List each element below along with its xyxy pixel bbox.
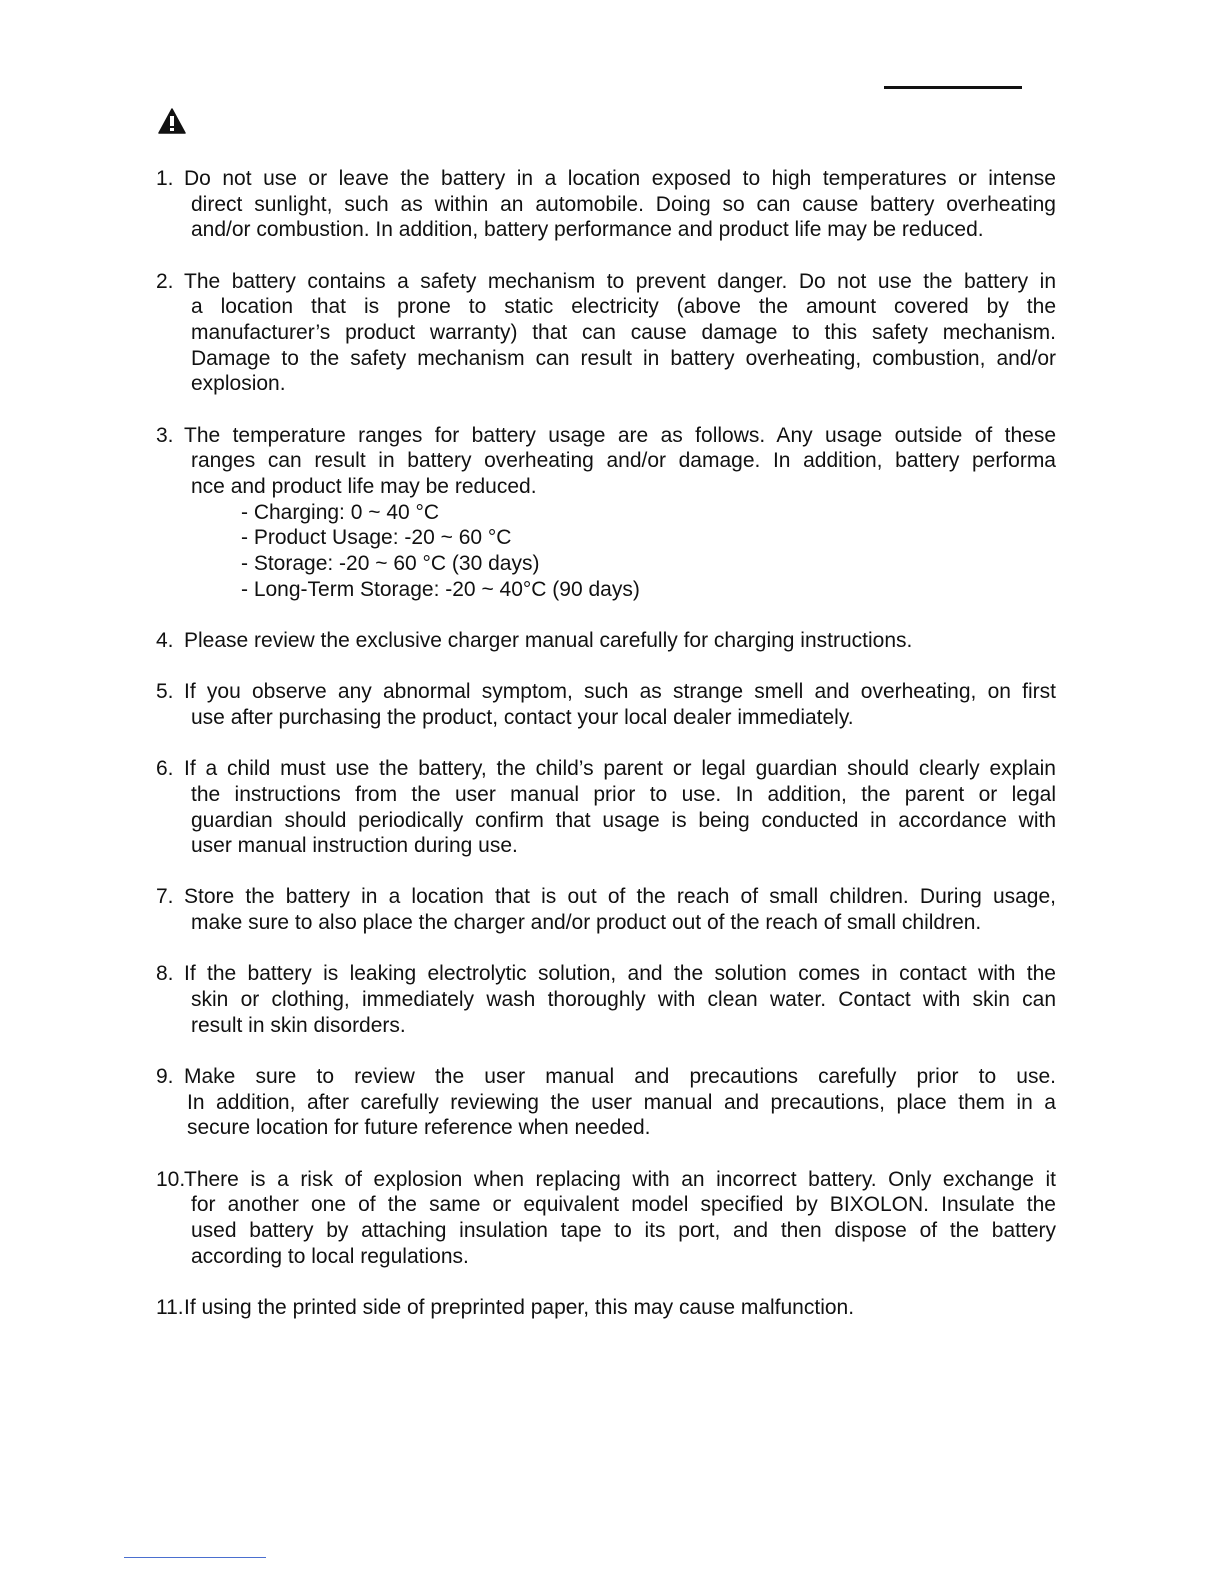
item-number: 10.	[156, 1167, 186, 1191]
item-text-line: Please review the exclusive charger manual carefully for charging instructions.	[184, 629, 913, 653]
list-item	[156, 756, 1056, 859]
list-item	[156, 628, 1056, 654]
item-number: 7.	[156, 885, 174, 909]
item-text-line: guardian should periodically confirm that usage is being conducted in accordance with	[191, 808, 1056, 832]
item-text-line: There is a risk of explosion when replacing with an incorrect battery. Only exchange it	[184, 1167, 1056, 1191]
list-item	[156, 269, 1056, 398]
item-number: 4.	[156, 629, 174, 653]
item-text-line: explosion.	[191, 372, 286, 396]
item-text-line: The battery contains a safety mechanism to prevent danger. Do not use the battery in	[184, 269, 1056, 293]
item-body	[184, 628, 1056, 654]
item-number: 2.	[156, 269, 174, 293]
item-text-line: secure location for future reference when needed.	[187, 1116, 651, 1140]
item-text-line: Do not use or leave the battery in a location exposed to high temperatures or intense	[184, 167, 1056, 190]
item-text-line: In addition, after carefully reviewing the user manual and precautions, place them in a	[187, 1090, 1056, 1114]
temperature-range-line: - Product Usage: -20 ~ 60 °C	[241, 526, 512, 550]
item-text-line: skin or clothing, immediately wash thoroughly with clean water. Contact with skin can	[191, 988, 1056, 1012]
list-item	[156, 1167, 1056, 1270]
item-text-line: The temperature ranges for battery usage are as follows. Any usage outside of these	[184, 423, 1056, 447]
item-number: 5.	[156, 680, 174, 704]
item-body	[184, 1167, 1056, 1270]
item-text-line: used battery by attaching insulation tape to its port, and then dispose of the battery	[191, 1219, 1056, 1242]
item-body	[184, 269, 1056, 398]
item-text-line: Damage to the safety mechanism can result in battery overheating, combustion, and/or	[191, 346, 1056, 370]
item-body	[184, 1064, 1056, 1141]
item-text-line: ranges can result in battery overheating and/or damage. In addition, battery performa	[191, 449, 1056, 473]
item-text-line: If a child must use the battery, the child’s parent or legal guardian should clearly explain	[184, 757, 1056, 781]
precautions-list	[156, 166, 1056, 1321]
warning-icon	[158, 108, 186, 134]
temperature-range-line: - Long-Term Storage: -20 ~ 40°C (90 days)	[241, 577, 640, 601]
item-body	[184, 423, 1056, 603]
item-number: 9.	[156, 1064, 174, 1088]
item-text-line: Make sure to review the user manual and precautions carefully prior to use.	[184, 1064, 1056, 1088]
item-text-line: Store the battery in a location that is out of the reach of small children. During usage,	[184, 885, 1056, 909]
item-text-line: If using the printed side of preprinted paper, this may cause malfunction.	[184, 1295, 855, 1319]
footer-rule	[124, 1557, 266, 1558]
item-number: 6.	[156, 757, 174, 781]
item-number: 3.	[156, 423, 174, 447]
item-text-line: the instructions from the user manual prior to use. In addition, the parent or legal	[191, 782, 1056, 806]
list-item	[156, 961, 1056, 1038]
item-text-line: a location that is prone to static electricity (above the amount covered by the	[191, 295, 1056, 319]
item-text-line: result in skin disorders.	[191, 1013, 406, 1037]
item-text-line: according to local regulations.	[191, 1244, 469, 1268]
temperature-range-line: - Storage: -20 ~ 60 °C (30 days)	[241, 552, 540, 576]
item-body	[184, 679, 1056, 730]
item-body	[184, 166, 1056, 243]
item-number: 1.	[156, 167, 174, 190]
item-body	[184, 756, 1056, 859]
list-item	[156, 1064, 1056, 1141]
list-item	[156, 679, 1056, 730]
header-rule	[884, 86, 1022, 89]
item-text-line: manufacturer’s product warranty) that can cause damage to this safety mechanism.	[191, 321, 1056, 345]
item-number: 8.	[156, 962, 174, 986]
item-number: 11.	[156, 1295, 184, 1319]
list-item	[156, 423, 1056, 603]
item-body	[184, 884, 1056, 935]
list-item	[156, 166, 1056, 243]
item-text-line: If you observe any abnormal symptom, such as strange smell and overheating, on first	[184, 680, 1056, 704]
list-item	[156, 884, 1056, 935]
item-body	[184, 1295, 1056, 1321]
item-text-line: and/or combustion. In addition, battery performance and product life may be reduced.	[191, 218, 984, 242]
item-text-line: If the battery is leaking electrolytic solution, and the solution comes in contact with the	[184, 962, 1056, 986]
item-body	[184, 961, 1056, 1038]
item-text-line: use after purchasing the product, contact your local dealer immediately.	[191, 705, 854, 729]
temperature-range-line: - Charging: 0 ~ 40 °C	[241, 500, 440, 524]
item-text-line: user manual instruction during use.	[191, 834, 518, 858]
item-text-line: direct sunlight, such as within an automobile. Doing so can cause battery overheating	[191, 192, 1056, 216]
item-text-line: nce and product life may be reduced.	[191, 475, 537, 499]
list-item	[156, 1295, 1056, 1321]
item-text-line: for another one of the same or equivalent model specified by BIXOLON. Insulate the	[191, 1193, 1056, 1217]
item-text-line: make sure to also place the charger and/or product out of the reach of small children.	[191, 911, 982, 935]
